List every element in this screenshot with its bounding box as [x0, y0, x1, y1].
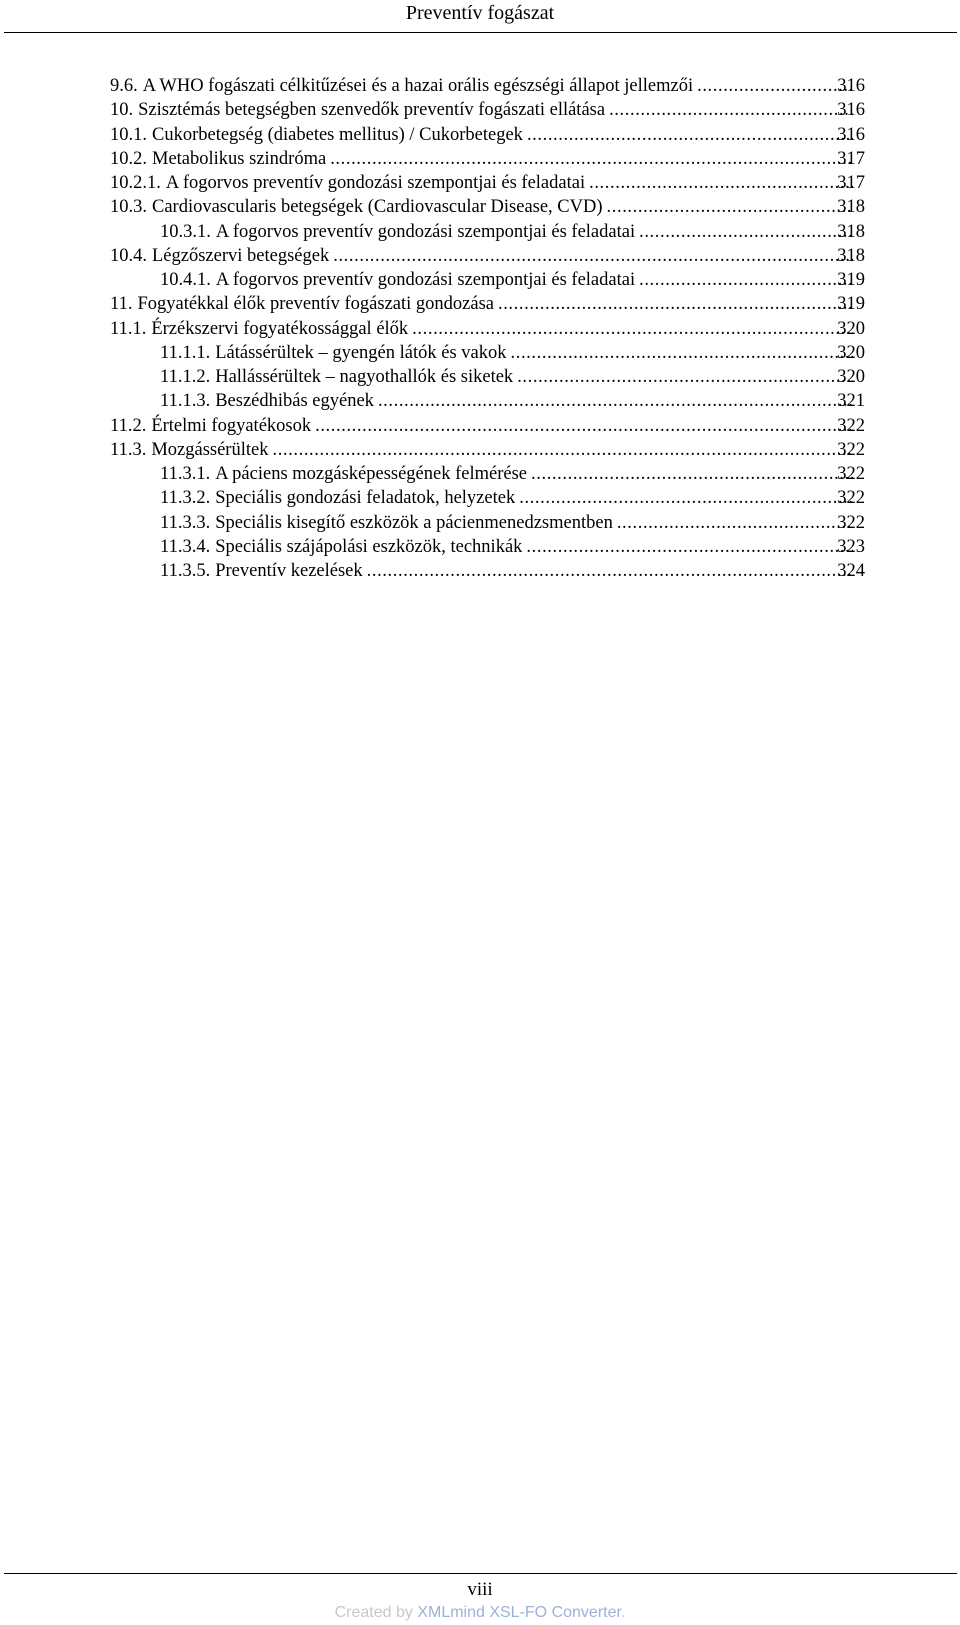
footer-rule — [4, 1573, 957, 1574]
toc-entry-number: 10.1. — [110, 124, 147, 145]
toc-leader-dots — [330, 147, 853, 171]
toc-row — [0, 317, 960, 341]
toc-entry-title: A fogorvos preventív gondozási szempontjai és feladatai — [165, 173, 586, 193]
toc-entry-number: 11.1. — [110, 318, 147, 339]
toc-entry-title: Hallássérültek – nagyothallók és siketek — [215, 367, 514, 387]
toc-entry-link[interactable] — [160, 268, 861, 292]
toc-entry-page: 319 — [837, 270, 865, 290]
toc-entry-page: 322 — [837, 464, 865, 484]
toc-entry-page: 322 — [837, 439, 865, 460]
toc-entry-link[interactable] — [160, 365, 861, 389]
toc-entry-page: 323 — [837, 536, 865, 557]
toc-row — [0, 559, 960, 583]
toc-entry-link[interactable] — [110, 414, 861, 438]
toc-entry-title: Látássérültek – gyengén látók és vakok — [215, 342, 507, 363]
toc-entry-number: 9.6. — [110, 76, 138, 96]
toc-entry-link[interactable] — [160, 535, 861, 559]
toc-entry-number: 10. — [110, 100, 134, 121]
toc-row — [0, 98, 960, 122]
toc-entry-link[interactable] — [110, 147, 861, 171]
toc-entry-title: Érzékszervi fogyatékossággal élők — [151, 318, 409, 339]
toc-entry-title: Speciális kisegítő eszközök a pácienmenedzsmentben — [215, 512, 613, 533]
toc-entry-title: Cardiovascularis betegségek (Cardiovascular Disease, CVD) — [152, 197, 603, 218]
toc-row — [0, 244, 960, 268]
toc-leader-dots — [697, 74, 853, 98]
toc-row — [0, 462, 960, 486]
toc-entry-page: 318 — [837, 221, 865, 242]
toc-entry-link[interactable] — [160, 462, 861, 486]
toc-entry-link[interactable] — [110, 123, 861, 147]
footer-credit-link[interactable]: XMLmind XSL-FO Converter — [417, 1604, 621, 1621]
toc-row — [0, 171, 960, 195]
toc-entry-link[interactable] — [110, 171, 861, 195]
footer-credit-prefix: Created by — [334, 1604, 418, 1621]
toc-entry-page: 320 — [837, 367, 865, 387]
toc-entry-number: 11.3. — [110, 439, 147, 460]
toc-entry-title: Mozgássérültek — [151, 439, 269, 460]
toc-row — [0, 195, 960, 219]
toc-entry-link[interactable] — [160, 220, 861, 244]
toc-entry-link[interactable] — [160, 559, 861, 583]
toc-entry-link[interactable] — [110, 292, 861, 316]
toc-entry-number: 11.2. — [110, 415, 147, 436]
toc-entry-page: 322 — [837, 415, 865, 436]
toc-leader-dots — [519, 486, 853, 510]
toc-entry-number: 11.3.3. — [160, 512, 211, 533]
toc-entry-number: 11.1.3. — [160, 391, 211, 412]
toc-entry-title: Értelmi fogyatékosok — [151, 415, 312, 436]
toc-leader-dots — [609, 98, 853, 122]
toc-entry-number: 11.1.2. — [160, 367, 211, 387]
toc-entry-title: Speciális gondozási feladatok, helyzetek — [215, 488, 516, 509]
toc-row — [0, 74, 960, 98]
footer-credit-suffix: . — [620, 1604, 626, 1621]
header-rule — [4, 32, 957, 33]
toc-entry-link[interactable] — [110, 244, 861, 268]
toc-row — [0, 123, 960, 147]
toc-leader-dots — [526, 535, 853, 559]
toc-row — [0, 486, 960, 510]
toc-entry-link[interactable] — [110, 74, 861, 98]
toc-entry-number: 11.3.1. — [160, 464, 211, 484]
toc-entry-link[interactable] — [110, 98, 861, 122]
toc-entry-title: A fogorvos preventív gondozási szempontjai és feladatai — [215, 270, 636, 290]
toc-entry-title: A WHO fogászati célkitűzései és a hazai orális egészségi állapot jellemzői — [142, 76, 694, 96]
toc-row — [0, 414, 960, 438]
toc-entry-page: 318 — [837, 245, 865, 266]
toc-leader-dots — [639, 268, 853, 292]
toc-entry-link[interactable] — [160, 389, 861, 413]
toc-entry-number: 11.3.4. — [160, 536, 211, 557]
toc-entry-page: 319 — [837, 294, 865, 315]
toc-entry-number: 10.2.1. — [110, 173, 161, 193]
toc-entry-title: Légzőszervi betegségek — [152, 245, 330, 266]
toc-entry-title: Fogyatékkal élők preventív fogászati gondozása — [137, 294, 494, 315]
toc-leader-dots — [517, 365, 853, 389]
toc-leader-dots — [315, 414, 853, 438]
toc-entry-page: 324 — [837, 561, 865, 581]
toc-entry-number: 10.3.1. — [160, 221, 211, 242]
toc-entry-title: Metabolikus szindróma — [152, 148, 327, 169]
toc-row — [0, 365, 960, 389]
toc-row — [0, 341, 960, 365]
toc-entry-link[interactable] — [110, 317, 861, 341]
toc-leader-dots — [272, 438, 853, 462]
toc-entry-title: A fogorvos preventív gondozási szempontjai és feladatai — [215, 221, 636, 242]
toc-leader-dots — [639, 220, 853, 244]
toc-leader-dots — [617, 511, 853, 535]
toc-entry-link[interactable] — [160, 511, 861, 535]
toc-entry-page: 322 — [837, 488, 865, 509]
toc-row — [0, 438, 960, 462]
toc-entry-page: 321 — [837, 391, 865, 412]
toc-entry-link[interactable] — [160, 341, 861, 365]
toc-leader-dots — [333, 244, 853, 268]
toc-entry-page: 316 — [837, 76, 865, 96]
toc-entry-number: 11.3.2. — [160, 488, 211, 509]
toc-entry-link[interactable] — [110, 438, 861, 462]
toc-row — [0, 511, 960, 535]
toc-entry-page: 316 — [837, 100, 865, 121]
toc-entry-number: 11.3.5. — [160, 561, 211, 581]
toc-leader-dots — [607, 195, 853, 219]
table-of-contents — [0, 74, 960, 583]
toc-leader-dots — [498, 292, 853, 316]
toc-entry-title: Beszédhibás egyének — [215, 391, 374, 412]
toc-entry-link[interactable] — [160, 486, 861, 510]
toc-leader-dots — [378, 389, 853, 413]
toc-entry-number: 10.4.1. — [160, 270, 211, 290]
toc-row — [0, 292, 960, 316]
toc-row — [0, 389, 960, 413]
toc-entry-page: 316 — [837, 124, 865, 145]
toc-entry-title: Szisztémás betegségben szenvedők preventív fogászati ellátása — [138, 100, 606, 121]
toc-entry-page: 322 — [837, 512, 865, 533]
toc-entry-number: 10.4. — [110, 245, 147, 266]
toc-entry-number: 10.2. — [110, 148, 147, 169]
toc-row — [0, 268, 960, 292]
toc-row — [0, 147, 960, 171]
footer-credit — [0, 1603, 960, 1623]
toc-leader-dots — [527, 123, 853, 147]
toc-leader-dots — [511, 341, 854, 365]
toc-leader-dots — [412, 317, 853, 341]
toc-entry-page: 317 — [837, 173, 865, 193]
toc-row — [0, 220, 960, 244]
toc-leader-dots — [367, 559, 853, 583]
toc-entry-page: 318 — [837, 197, 865, 218]
toc-row — [0, 535, 960, 559]
toc-entry-title: Speciális szájápolási eszközök, technikák — [215, 536, 523, 557]
toc-entry-title: A páciens mozgásképességének felmérése — [215, 464, 528, 484]
toc-entry-page: 320 — [837, 342, 865, 363]
page-header-title: Preventív fogászat — [405, 2, 555, 24]
toc-entry-title: Preventív kezelések — [215, 561, 363, 581]
toc-entry-link[interactable] — [110, 195, 861, 219]
toc-entry-title: Cukorbetegség (diabetes mellitus) / Cukorbetegek — [152, 124, 523, 145]
toc-entry-page: 320 — [837, 318, 865, 339]
page-number: viii — [467, 1579, 493, 1600]
toc-leader-dots — [589, 171, 853, 195]
toc-entry-number: 11.1.1. — [160, 342, 211, 363]
toc-entry-page: 317 — [837, 148, 865, 169]
toc-entry-number: 10.3. — [110, 197, 147, 218]
toc-entry-number: 11. — [110, 294, 133, 315]
toc-leader-dots — [531, 462, 853, 486]
